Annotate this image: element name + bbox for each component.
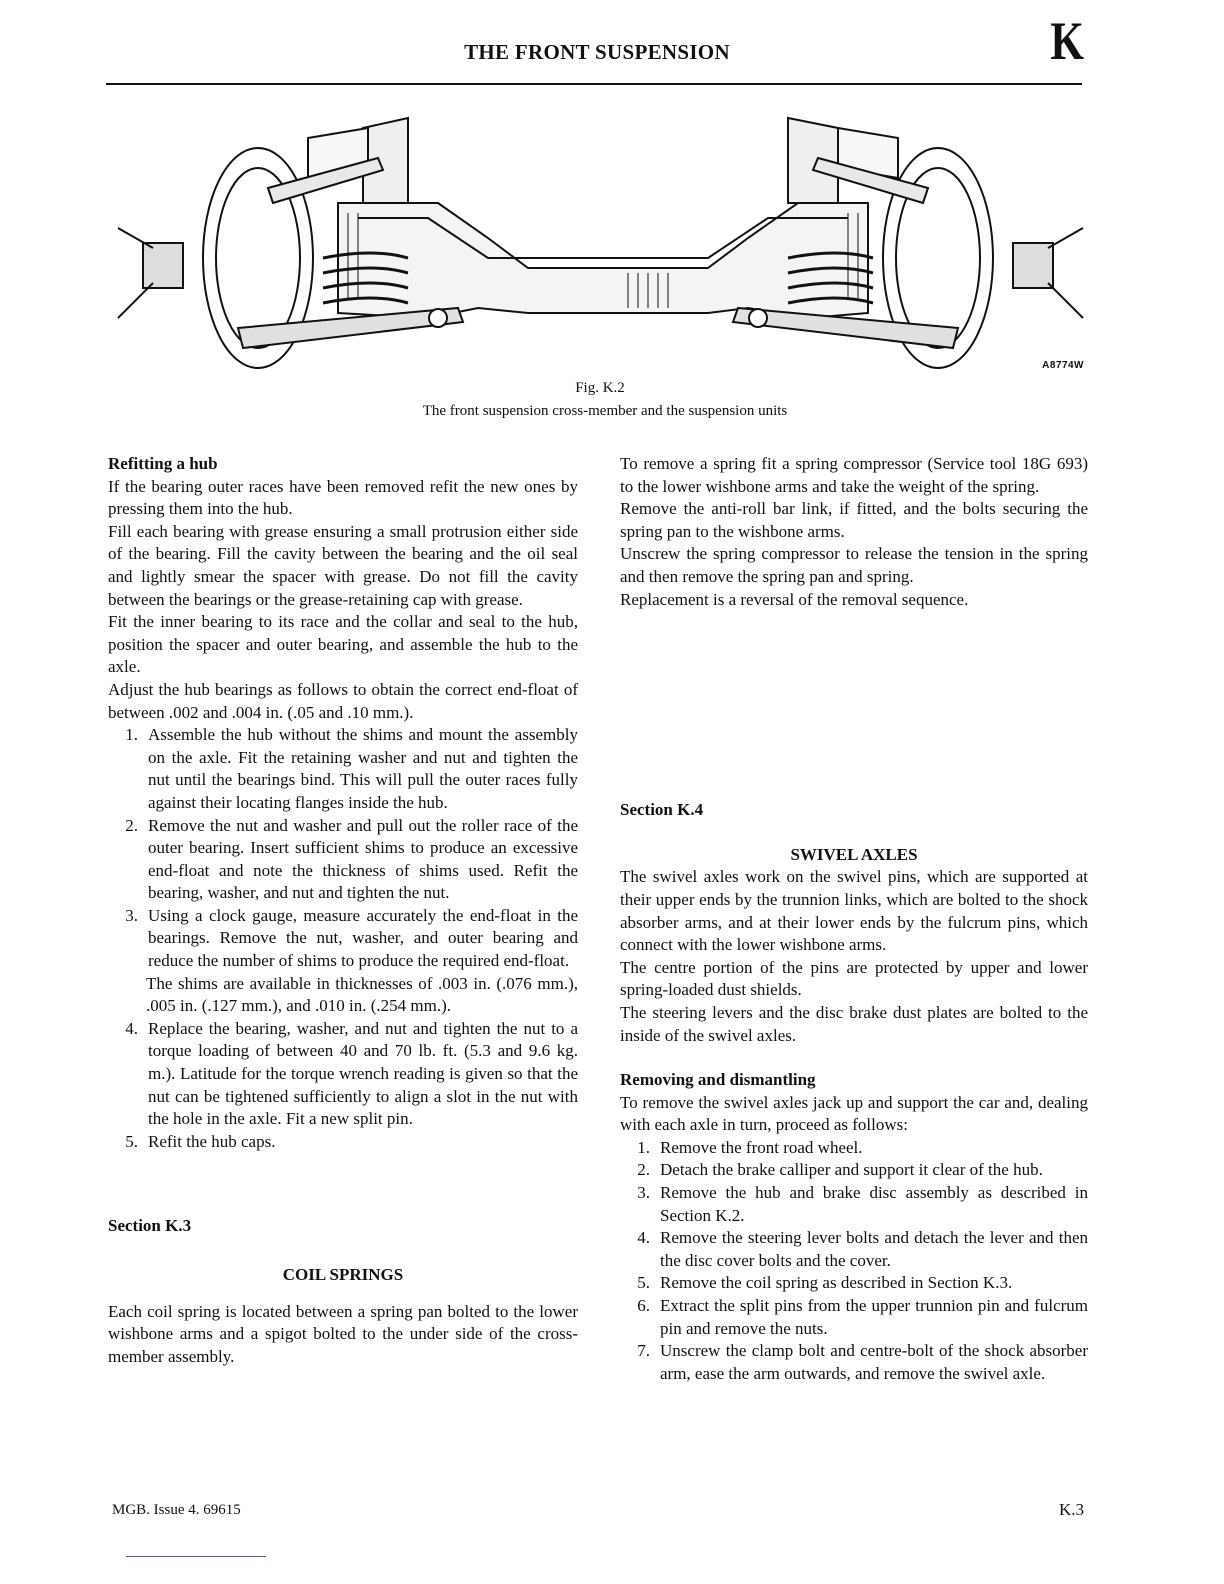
spring-paragraph: Replacement is a reversal of the removal sequence. [620,589,969,609]
list-item [108,724,578,814]
shims-note: The shims are available in thicknesses of .003 in. (.076 mm.), .005 in. (.127 mm.), and .010 in. (.254 mm.). [146,973,578,1016]
list-item [108,905,578,973]
removing-intro: To remove the swivel axles jack up and support the car and, dealing with each axle in turn, proceed as follows: [620,1092,1088,1135]
right-column [620,453,1088,1385]
section-k4-heading: Section K.4 [620,800,704,820]
section-letter: K [1050,11,1084,71]
step-number: 3. [125,905,138,925]
step-number: 3. [637,1183,650,1203]
step-text: Remove the steering lever bolts and detach the lever and then the disc cover bolts and the cover. [660,1228,1088,1270]
step-number: 5. [125,1131,138,1151]
list-item [620,1272,1088,1295]
list-item [620,1227,1088,1272]
footer-issue: MGB. Issue 4. 69615 [112,1502,241,1518]
step-text: Detach the brake calliper and support it clear of the hub. [660,1160,1043,1180]
refit-paragraph: Fit the inner bearing to its race and the collar and seal to the hub, position the spacer and outer bearing, and assemble the hub to the axle. [108,612,578,677]
step-text: Refit the hub caps. [148,1131,276,1151]
step-text: Assemble the hub without the shims and mount the assembly on the axle. Fit the retaining washer and nut and tighten the nut until the bearings bind. This will pull the outer races fully against their locating flanges inside the hub. [148,725,578,812]
swivel-paragraph: The steering levers and the disc brake dust plates are bolted to the inside of the swivel axles. [620,1002,1088,1045]
refit-paragraph: If the bearing outer races have been removed refit the new ones by pressing them into the hub. [108,476,578,519]
step-number: 6. [637,1296,650,1316]
refit-paragraph: Adjust the hub bearings as follows to obtain the correct end-float of between .002 and .004 in. (.05 and .10 mm.). [108,679,578,722]
page-title: THE FRONT SUSPENSION [464,40,730,64]
suspension-illustration [108,108,1088,378]
swivel-paragraph: The swivel axles work on the swivel pins, which are supported at their upper ends by the trunnion links, which are bolted to the shock absorber arms, and at their lower ends by the fulcrum pins, which connect with the lower wishbone arms. [620,867,1088,955]
step-number: 7. [637,1341,650,1361]
figure-caption: The front suspension cross-member and the suspension units [422,403,788,419]
left-column [108,453,578,1368]
step-text: Remove the hub and brake disc assembly as described in Section K.2. [660,1183,1088,1225]
spring-paragraph: Unscrew the spring compressor to release the tension in the spring and then remove the spring pan and spring. [620,544,1088,586]
step-number: 2. [637,1160,650,1180]
swivel-axles-heading: SWIVEL AXLES [790,844,918,864]
step-number: 1. [637,1137,650,1157]
scan-mark [126,1556,266,1557]
coil-springs-paragraph: Each coil spring is located between a spring pan bolted to the lower wishbone arms and a spigot bolted to the under side of the cross-member assembly. [108,1301,578,1366]
swivel-removal-steps [620,1137,1088,1386]
step-text: Remove the nut and washer and pull out the roller race of the outer bearing. Insert sufficient shims to produce an excessive end-float and note the thickness of shims used. Refit the bearing, washer, and nut and tighten the nut. [148,815,578,903]
step-text: Remove the coil spring as described in Section K.3. [660,1273,1013,1293]
list-item [620,1340,1088,1385]
figure-label: Fig. K.2 [575,380,625,396]
list-item [620,1137,1088,1160]
step-text: Unscrew the clamp bolt and centre-bolt of the shock absorber arm, ease the arm outwards, and remove the swivel axle. [660,1341,1088,1383]
step-text: Remove the front road wheel. [660,1137,863,1157]
suspension-figure [108,108,1088,378]
hub-adjust-steps [108,724,578,973]
step-number: 2. [125,815,138,835]
step-text: Using a clock gauge, measure accurately the end-float in the bearings. Remove the nut, washer, and outer bearing and reduce the number of shims to produce the required end-float. [148,905,578,971]
list-item [620,1295,1088,1340]
list-item [620,1159,1088,1182]
step-number: 1. [125,725,138,745]
step-number: 4. [125,1018,138,1038]
step-number: 5. [637,1273,650,1293]
header-rule [106,83,1082,85]
list-item [108,1131,578,1154]
swivel-paragraph: The centre portion of the pins are protected by upper and lower spring-loaded dust shields. [620,957,1088,1000]
refit-hub-heading: Refitting a hub [108,454,218,473]
step-text: Replace the bearing, washer, and nut and tighten the nut to a torque loading of between 40 and 70 lb. ft. (5.3 and 9.6 kg. m.). Latitude for the torque wrench reading is given so that the nut can be tightened sufficiently to align a slot in the nut with the hole in the axle. Fit a new split pin. [148,1018,578,1129]
refit-paragraph: Fill each bearing with grease ensuring a small protrusion either side of the bearing. Fill the cavity between the bearing and the oil seal and lightly smear the spacer with grease. Do not fill the cavity between the bearings or the grease-retaining cap with grease. [108,521,578,609]
removing-heading: Removing and dismantling [620,1070,816,1090]
section-k3-heading: Section K.3 [108,1216,192,1236]
spring-paragraph: To remove a spring fit a spring compressor (Service tool 18G 693) to the lower wishbone arms and take the weight of the spring. [620,454,1088,496]
list-item [108,1018,578,1131]
list-item [108,815,578,905]
list-item [620,1182,1088,1227]
spring-paragraph: Remove the anti-roll bar link, if fitted, and the bolts securing the spring pan to the wishbone arms. [620,499,1088,541]
page-number: K.3 [1058,1500,1084,1519]
step-number: 4. [637,1228,650,1248]
coil-springs-heading: COIL SPRINGS [282,1265,404,1284]
hub-adjust-steps-continued [108,1018,578,1154]
step-text: Extract the split pins from the upper trunnion pin and fulcrum pin and remove the nuts. [660,1296,1088,1338]
figure-code: A8774W [1042,360,1084,371]
